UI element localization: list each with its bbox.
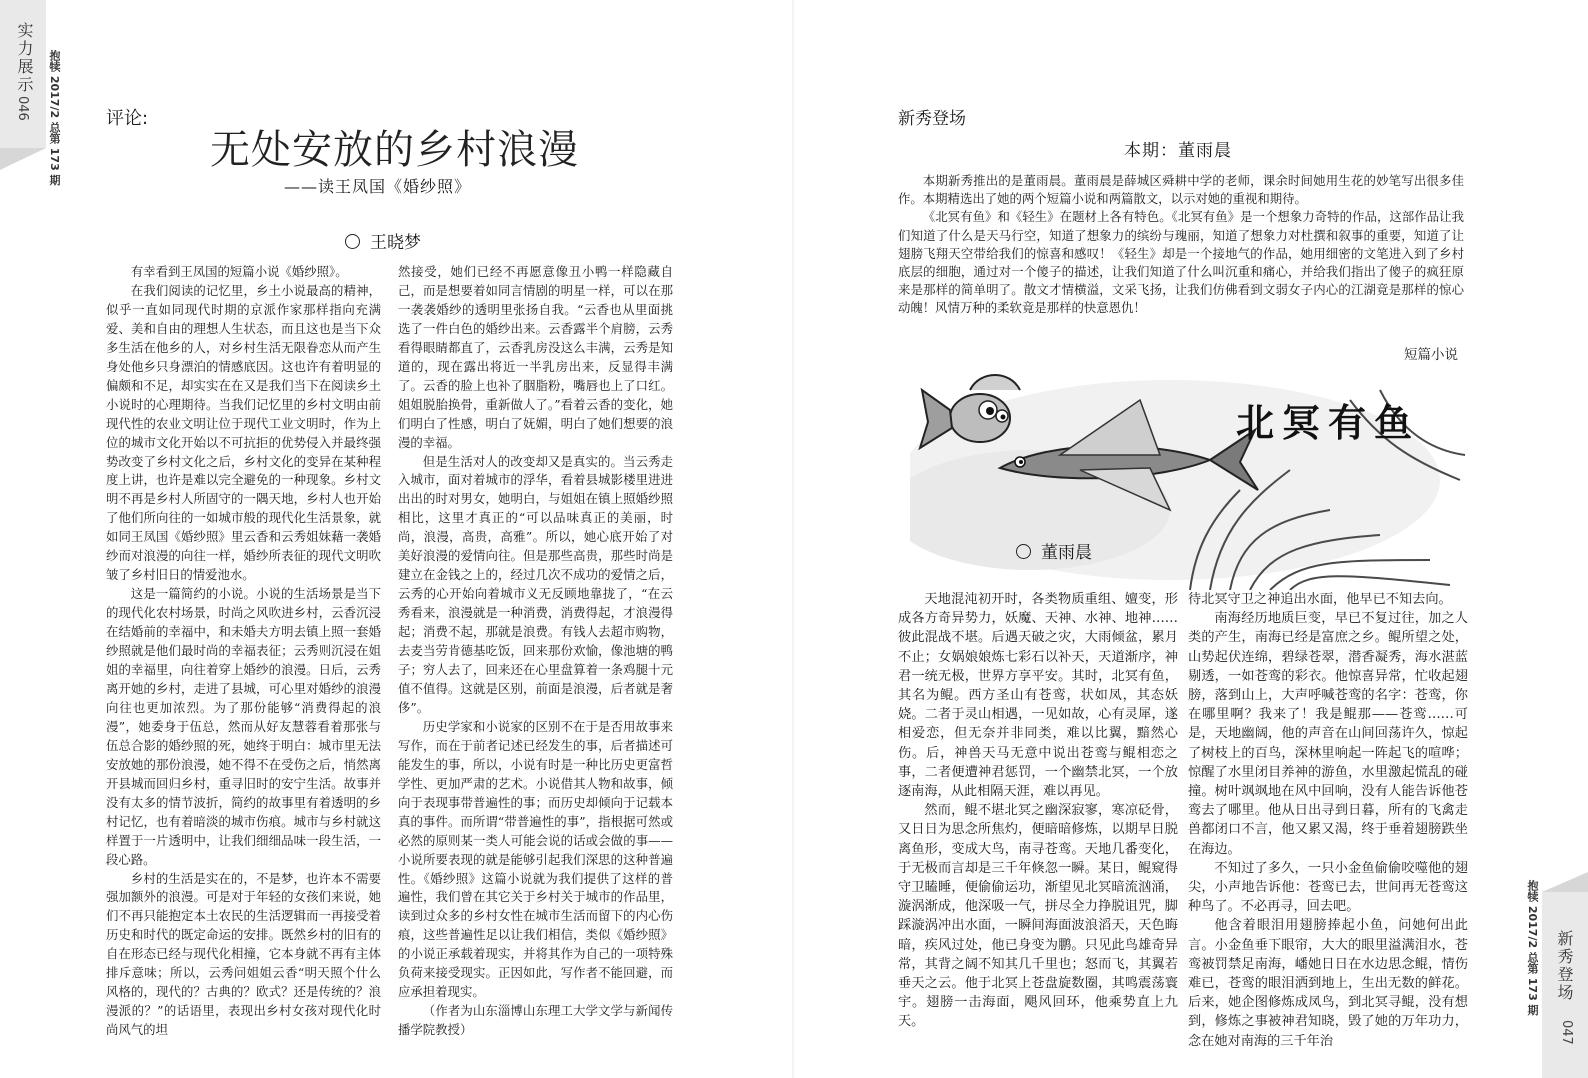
issue-label: 抱犊 2017/2 总第 173 期 [1526,880,1539,1016]
paragraph: 然而，鲲不堪北冥之幽深寂寥，寒凉砭骨，又日日为思念所焦灼，便暗暗修炼，以期早日脱离鱼形，变成大鸟，南寻苍鸾。天地几番变化，于无极而言却是三千年倏忽一瞬。某日，鲲窥得守卫瞌睡，便偷偷运功，渐望见北冥暗流汹涌，漩涡渐成，他深吸一气，拼尽全力挣脱诅咒，脚踩漩涡冲出水面，一瞬间海面波浪滔天，天色晦暗，疾风过处，他已身变为鹏。只见此鸟雄奇异常，其背之阔不知其几千里也；怒而飞，其翼若垂天之云。他于北冥上苍盘旋数圈，其鸣震荡寰宇。翅膀一击海面，飓风回环，他乘势直上九天。 [898,803,1178,1030]
issue-feature-line: 本期：董雨晨 [1124,141,1232,161]
circle-icon [1016,544,1031,559]
paragraph: 然接受，她们已经不再愿意像丑小鸭一样隐藏自己，而是想要着如同言情剧的明星一样，可以在那一袭袭婚纱的透明里张扬自我。“云香也从里面挑选了一件白色的婚纱出来。云香露半个肩膀，云秀看得眼睛都直了，云香乳房没这么丰满，云秀是知道的，现在露出将近一半乳房出来，反显得丰满了。云香的脸上也补了胭脂粉，嘴唇也上了口红。姐姐脱胎换骨，重新做人了。”看着云香的变化，她们明白了性感，明白了妩媚，明白了她们想要的浪漫的幸福。 [398,264,673,450]
author-name: 王晓梦 [370,233,421,253]
right-page [794,0,1588,1078]
paragraph: 历史学家和小说家的区别不在于是否用故事来写作，而在于前者记述已经发生的事，后者描述可能发生的事，所以，小说有时是一种比历史更富哲学性、更加严肃的艺术。小说借其人物和故事，倾向于表现事带普遍性的事；而历史却倾向于记载本真的事件。而所谓“带普遍性的事”，指根据可然或必然的原则某一类人可能会说的话或会做的事——小说所要表现的就是能够引起我们深思的这种普遍性。《婚纱照》这篇小说就为我们提供了这样的普遍性，我们曾在其它关于乡村关于城市的作品里，读到过众多的乡村女性在城市生活而留下的内心伤痕，这些普遍性足以让我们相信，类似《婚纱照》的小说正承载着现实，并将其作为自己的一项特殊负荷来接受现实。正因如此，写作者不能回避，而应承担着现实。 [398,718,673,1000]
paragraph: 这是一篇简约的小说。小说的生活场景是当下的现代化农村场景，时尚之风吹进乡村，云香沉浸在结婚前的幸福中，和未婚夫方明去镇上照一套婚纱照就是他们最时尚的幸福表征；云秀则沉浸在姐姐的幸福里，向往着穿上婚纱的浪漫。日后，云秀离开她的乡村，走进了县城，可心里对婚纱的浪漫向往也更加浓烈。为了那份能够“消费得起的浪漫”，她委身于伍总，然而从好友慧蓉看着那张与伍总合影的婚纱照的死，她终于明白：城市里无法安放她的那份浪漫，她不得不在受伤之后，悄然离开县城而回归乡村，重寻旧时的安宁生活。故事并没有太多的情节波折，简约的故事里有着透明的乡村记忆，也有着暗淡的城市伤痕。城市与乡村就这样置于一片透明中，让我们细细品味一段生活，一段心路。 [106,586,381,867]
section-label: 实力展示 [15,22,34,94]
article-title: 无处安放的乡村浪漫 [210,127,579,173]
text-column-1 [898,590,1178,1032]
paragraph: 天地混沌初开时，各类物质重组、嬗变，形成各方奇异势力，妖魔、天神、水神、地神……彼此混战不堪。后遇天破之灾，大雨倾盆，累月不止；女娲娘娘炼七彩石以补天，天道渐序，神君一统无极，世界方享平安。其时，北冥有鱼，其名为鲲。西方圣山有苍鸾，状如凤，其态妖娆。二者于灵山相遇，一见如故，心有灵犀，遂相爱恋，但无奈并非同类，难以比翼，黯然心伤。后，神兽天马无意中说出苍鸾与鲲相恋之事，二者便遭神君惩罚，一个幽禁北冥，一个放逐南海，从此相隔天涯，难以再见。 [898,592,1178,800]
circle-icon [345,234,360,249]
paragraph: 在我们阅读的记忆里，乡土小说最高的精神，似乎一直如同现代时期的京派作家那样指向充满爱、美和自由的理想人生状态，而且这也是当下众多生活在他乡的人，对乡村生活无限眷恋从而产生身处他乡只身漂泊的情感底因。这也许有着明显的偏颇和不足，却实实在在又是我们当下在阅读乡土小说时的心理期待。当我们记忆里的乡村文明由前现代性的农业文明让位于现代工业文明时，作为上位的城市文化开始以不可抗拒的优势侵入并最终强势改变了乡村文化之后，乡村文化的变异在某种程度上讲，也许是难以完全避免的一种现象。乡村文明不再是乡村人所固守的一隅天地，乡村人也开始了他们所向往的一如城市般的现代化生活景象，就如同王凤国《婚纱照》里云香和云秀姐妹藉一袭婚纱而对浪漫的向往一样，婚纱所表征的现代文明吹皱了乡村旧日的情爱池水。 [106,282,381,583]
text-column-1 [106,263,381,1040]
comment-label: 评论: [106,108,149,129]
paragraph: 不知过了多久，一只小金鱼偷偷咬噬他的翅尖，小声地告诉他：苍鸾已去，世间再无苍鸾这种鸟了。不必再寻，回去吧。 [1188,860,1468,915]
paragraph: 有幸看到王凤国的短篇小说《婚纱照》。 [130,264,348,279]
paragraph: 《北冥有鱼》和《轻生》在题材上各有特色。《北冥有鱼》是一个想象力奇特的作品，这部作品让我们知道了什么是天马行空，知道了想象力的缤纷与瑰丽，知道了想象力对杜撰和叙事的重要，知道了让翅膀飞翔天空带给我们的惊喜和感叹！《轻生》却是一个接地气的作品，她用细密的文笔进入到了乡村底层的细胞，通过对一个傻子的描述，让我们知道了什么叫沉重和痛心，并给我们指出了傻子的疯狂原来是那样的简单明了。散文才情横溢，文采飞扬，让我们仿佛看到文弱女子内心的江湖竟是那样的惊心动魄！风情万种的柔软竟是那样的快意恩仇！ [898,209,1464,316]
intro-text [898,172,1464,318]
author-note: （作者为山东淄博山东理工大学文学与新闻传播学院教授） [398,1003,673,1038]
paragraph: 待北冥守卫之神追出水面，他早已不知去向。 [1188,592,1452,607]
article-subtitle: ——读王凤国《婚纱照》 [284,177,472,196]
section-label: 新秀登场 [1555,930,1574,1002]
paragraph: 本期新秀推出的是董雨晨。董雨晨是薛城区舜耕中学的老师，课余时间她用生花的妙笔写出很多佳作。本期精选出了她的两个短篇小说和两篇散文，以示对她的重视和期待。 [898,173,1464,207]
issue-label: 抱犊 2017/2 总第 173 期 [48,50,61,186]
text-column-2 [398,263,673,1040]
column-label: 新秀登场 [898,109,966,129]
author-byline [345,228,421,253]
text-column-2 [1188,590,1468,1051]
paragraph: 乡村的生活是实在的，不是梦，也许本不需要强加额外的浪漫。可是对于年轻的女孩们来说，她们不再只能抱定本土农民的生活逻辑而一再接受着历史和时代的既定命运的安排。既然乡村的旧有的自在形态已经与现代化相撞，它本身就不再有主体排斥意味；所以，云秀问姐姐云香“明天照个什么风格的，现代的？古典的？欧式？还是传统的？浪漫派的？”的话语里，表现出乡村女孩对现代化时尚风气的坦 [106,870,381,1038]
page-number: 047 [1559,1020,1574,1045]
story-title: 北冥有鱼 [1236,401,1421,445]
paragraph: 但是生活对人的改变却又是真实的。当云秀走入城市，面对着城市的浮华，看着县城影楼里进进出出的时对男女，她明白，与姐姐在镇上照婚纱照相比，这里才真正的“可以品味真正的美丽，时尚，浪漫，高贵，高雅”。所以，她心底开始了对美好浪漫的爱情向往。但是那些高贵，那些时尚是建立在金钱之上的，经过几次不成功的爱情之后，云秀的心开始向着城市义无反顾地靠拢了，“在云秀看来，浪漫就是一种消费，消费得起，才浪漫得起；消费不起，那就是浪费。有钱人去超市购物，去麦当劳肯德基吃饭，回来那份欢愉，像池塘的鸭子；穷人去了，回来还在心里盘算着一条鸡腿十元值不值得。这就是区别，前面是浪漫，后者就是奢侈”。 [398,453,673,715]
page-number: 046 [15,96,30,121]
paragraph: 他含着眼泪用翅膀捧起小鱼，问她何出此言。小金鱼垂下眼帘，大大的眼里溢满泪水，苍鸾被罚禁足南海，嶓她日日在水边思念鲲，情伤难已，苍鸾的眼泪洒到地上，生出无数的鲜花。后来，她企图修炼成凤鸟，到北冥寻鲲，没有想到，修炼之事被神君知晓，毁了她的万年功力，念在她对南海的三千年治 [1188,918,1468,1049]
paragraph: 南海经历地质巨变，早已不复过往，加之人类的产生，南海已经是富庶之乡。鲲所望之处，山势起伏连绵，碧绿苍翠，潜香凝秀，海水湛蓝剔透，一如苍鸾的彩衣。他惊喜异常，忙收起翅膀，落到山上，大声呼喊苍鸾的名字：苍鸾，你在哪里啊？我来了！我是鲲那——苍鸾……可是，天地幽阔，他的声音在山间回荡许久，惊起了树枝上的百鸟，深林里响起一阵起飞的喧哗；惊醒了水里闭目养神的游鱼，水里激起慌乱的碰撞。树叶飒飒地在风中回响，没有人能告诉他苍鸾去了哪里。他从日出寻到日暮，所有的飞禽走兽都闭口不言，他又累又渴，终于垂着翅膀跌坐在海边。 [1188,611,1468,857]
author-name: 董雨晨 [1041,543,1092,563]
author-byline [1016,538,1092,563]
genre-label: 短篇小说 [1404,347,1458,363]
